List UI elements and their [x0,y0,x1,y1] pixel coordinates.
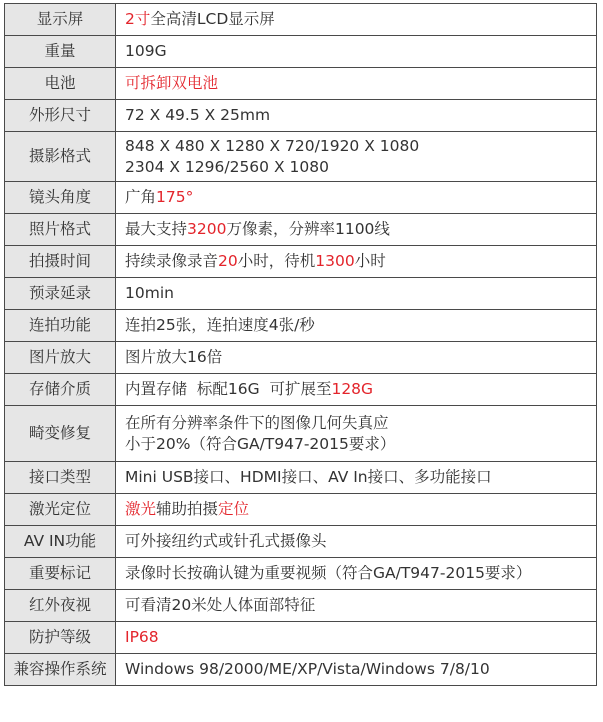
spec-row [5,100,597,132]
spec-row [5,462,597,494]
spec-label: 存储介质 [5,374,116,406]
spec-value [116,278,597,310]
spec-value [116,36,597,68]
spec-value [116,558,597,590]
spec-value-text: 可看清20米处人体面部特征 [125,596,316,614]
spec-value [116,182,597,214]
spec-value-text: 辅助拍摄 [156,500,219,518]
spec-row [5,494,597,526]
spec-value-line: 小于20%（符合GA/T947-2015要求） [125,434,396,453]
spec-value-text: 万像素，分辨率1100线 [226,220,390,238]
spec-row [5,654,597,686]
spec-label: 激光定位 [5,494,116,526]
spec-value-text: 小时 [354,252,386,270]
spec-value [116,4,597,36]
spec-value-text: 小时，待机 [237,252,316,270]
spec-label: 图片放大 [5,342,116,374]
spec-table [4,3,597,686]
spec-row [5,558,597,590]
spec-value-line: 848 X 480 X 1280 X 720/1920 X 1080 [125,136,420,155]
highlight-text: 175° [156,188,194,206]
spec-value-text: 72 X 49.5 X 25mm [125,106,271,124]
spec-value-line: 2304 X 1296/2560 X 1080 [125,157,329,176]
highlight-text: 激光 [125,500,157,518]
highlight-text: 1300 [315,252,355,270]
spec-value-line: 在所有分辨率条件下的图像几何失真应 [125,413,389,432]
spec-value [116,132,597,182]
spec-value [116,406,597,462]
spec-label: 兼容操作系统 [5,654,116,686]
spec-row [5,68,597,100]
spec-label: 显示屏 [5,4,116,36]
spec-value [116,100,597,132]
spec-value-text: 连拍25张，连拍速度4张/秒 [125,316,315,334]
spec-label: 红外夜视 [5,590,116,622]
spec-label: 连拍功能 [5,310,116,342]
spec-row [5,406,597,462]
spec-row [5,246,597,278]
spec-value [116,68,597,100]
spec-value-text: Mini USB接口、HDMI接口、AV In接口、多功能接口 [125,468,492,486]
spec-value [116,654,597,686]
spec-label: 接口类型 [5,462,116,494]
spec-value [116,374,597,406]
spec-row [5,342,597,374]
highlight-text: 可拆卸双电池 [125,74,219,92]
spec-value-text: 全高清LCD显示屏 [150,10,275,28]
spec-value [116,590,597,622]
spec-row [5,374,597,406]
spec-row [5,36,597,68]
spec-label: 重量 [5,36,116,68]
highlight-text: 2寸 [125,10,151,28]
spec-value-text: 109G [125,42,167,60]
spec-label: 重要标记 [5,558,116,590]
spec-value [116,342,597,374]
spec-label: 拍摄时间 [5,246,116,278]
spec-row [5,182,597,214]
highlight-text: IP68 [125,628,159,646]
spec-label: 摄影格式 [5,132,116,182]
highlight-text: 128G [331,380,374,398]
spec-table-body [5,4,597,686]
highlight-text: 3200 [187,220,227,238]
spec-row [5,526,597,558]
spec-value [116,622,597,654]
spec-value-text: 持续录像录音 [125,252,219,270]
spec-label: AV IN功能 [5,526,116,558]
spec-value-text: 10min [125,284,174,302]
spec-row [5,214,597,246]
spec-label: 防护等级 [5,622,116,654]
highlight-text: 定位 [218,500,250,518]
spec-value-text: Windows 98/2000/ME/XP/Vista/Windows 7/8/10 [125,660,490,678]
highlight-text: 20 [218,252,238,270]
spec-value [116,310,597,342]
spec-value-text: 可外接纽约式或针孔式摄像头 [125,532,327,550]
spec-label: 镜头角度 [5,182,116,214]
spec-value-text: 图片放大16倍 [125,348,223,366]
spec-row [5,622,597,654]
spec-row [5,132,597,182]
spec-value [116,494,597,526]
spec-value-text: 最大支持 [125,220,188,238]
spec-label: 照片格式 [5,214,116,246]
spec-value-text: 广角 [125,188,157,206]
spec-label: 预录延录 [5,278,116,310]
spec-value-text: 内置存储 标配16G 可扩展至 [125,380,332,398]
spec-label: 电池 [5,68,116,100]
spec-row [5,310,597,342]
spec-row [5,4,597,36]
spec-row [5,278,597,310]
spec-value [116,246,597,278]
spec-value [116,214,597,246]
spec-label: 外形尺寸 [5,100,116,132]
spec-value-text: 录像时长按确认键为重要视频（符合GA/T947-2015要求） [125,564,532,582]
spec-value [116,526,597,558]
spec-label: 畸变修复 [5,406,116,462]
spec-value [116,462,597,494]
spec-row [5,590,597,622]
